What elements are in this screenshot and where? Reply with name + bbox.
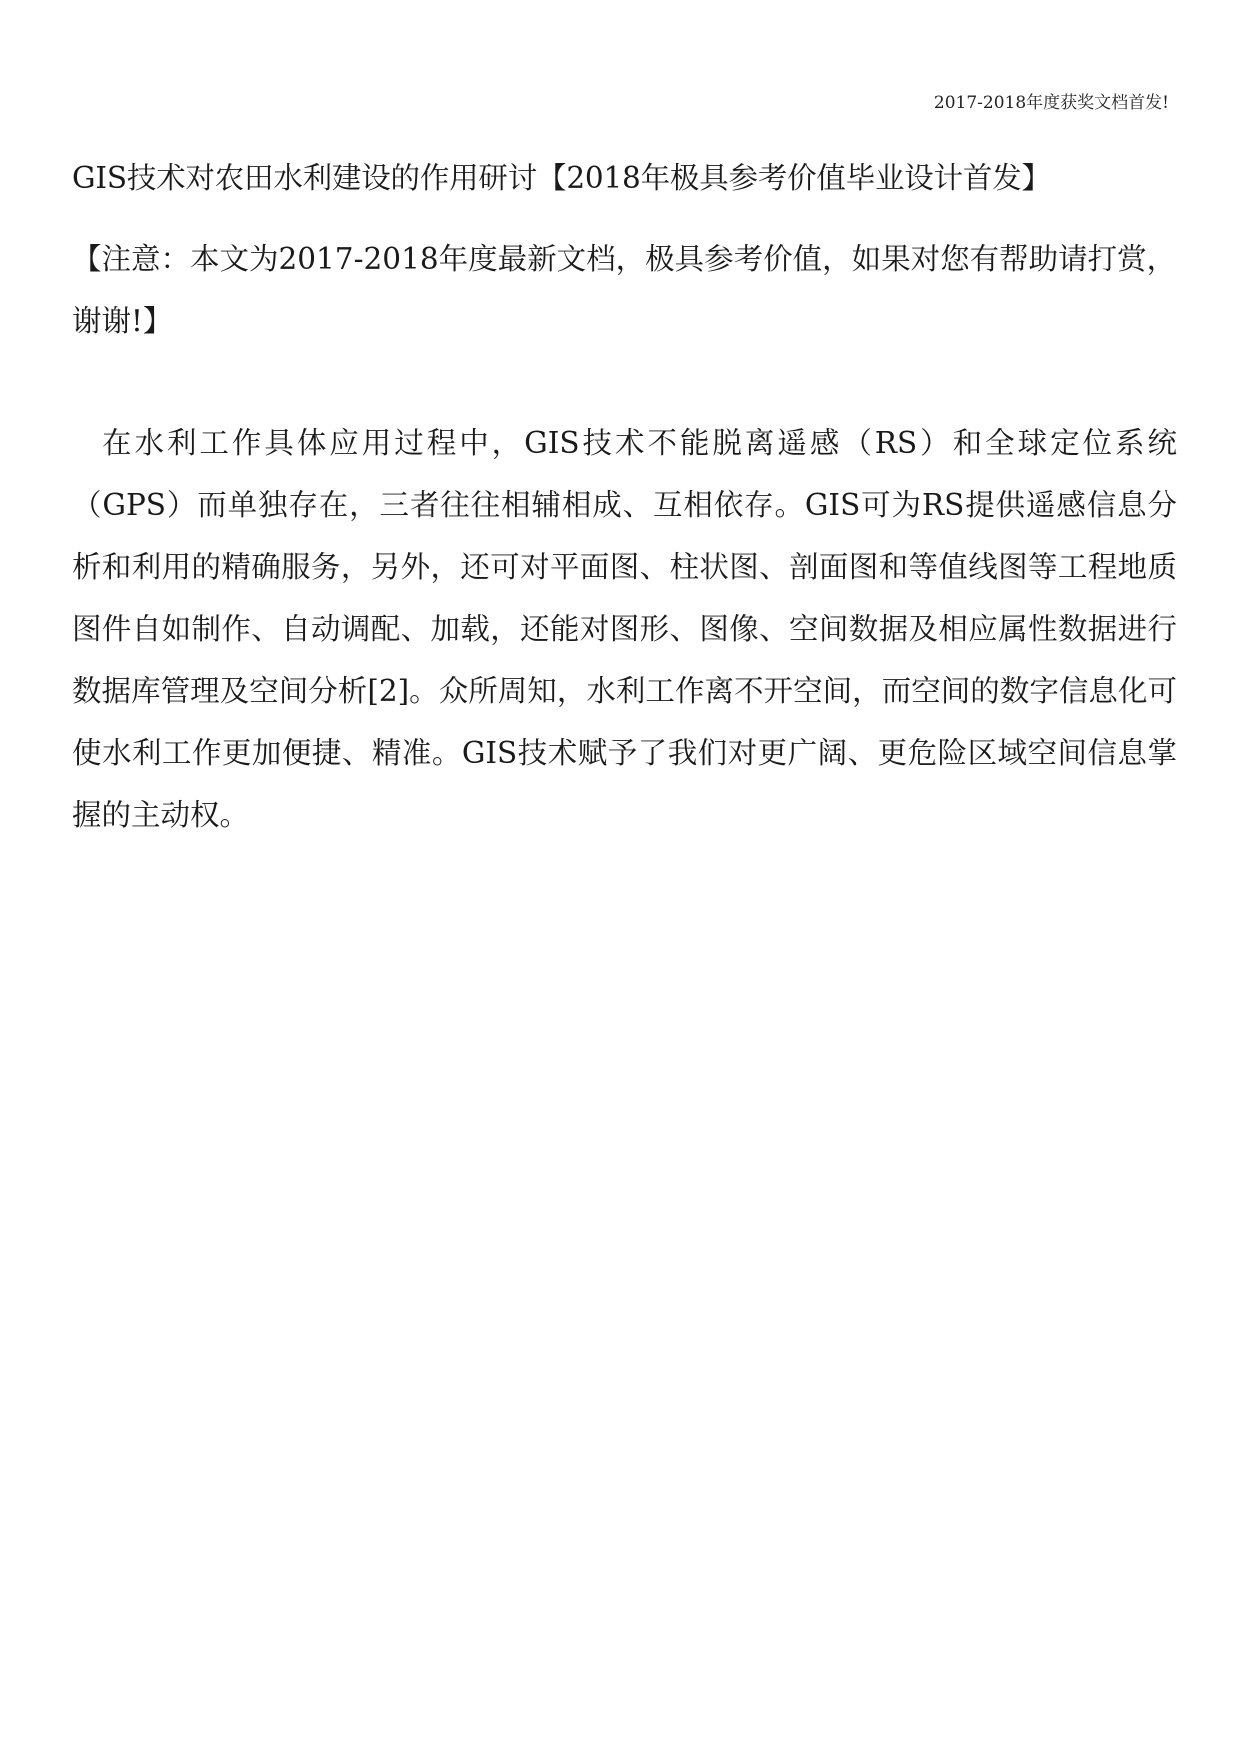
document-body <box>72 412 1177 846</box>
document-notice: 【注意：本文为2017-2018年度最新文档，极具参考价值，如果对您有帮助请打赏，谢谢!】 <box>72 242 1177 338</box>
document-title: GIS技术对农田水利建设的作用研讨【2018年极具参考价值毕业设计首发】 <box>72 161 1051 195</box>
body-paragraph: 在水利工作具体应用过程中，GIS技术不能脱离遥感（RS）和全球定位系统（GPS）而单独存在，三者往往相辅相成、互相依存。GIS可为RS提供遥感信息分析和利用的精确服务，另外，还可对平面图、柱状图、剖面图和等值线图等工程地质图件自如制作、自动调配、加载，还能对图形、图像、空间数据及相应属性数据进行数据库管理及空间分析[2]。众所周知，水利工作离不开空间，而空间的数字信息化可使水利工作更加便捷、精准。GIS技术赋予了我们对更广阔、更危险区域空间信息掌握的主动权。 <box>72 426 1177 832</box>
header-note: 2017-2018年度获奖文档首发! <box>933 93 1169 113</box>
